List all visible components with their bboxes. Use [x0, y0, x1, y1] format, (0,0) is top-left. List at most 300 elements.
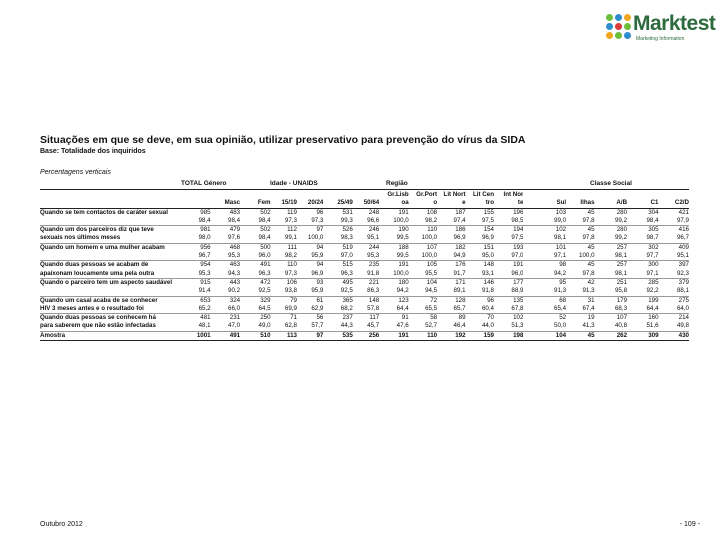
- logo-brand: Marktest: [633, 12, 716, 35]
- cell-value: 246: [368, 226, 380, 234]
- cell-value: 97,0: [323, 252, 352, 261]
- cell-value: 123: [398, 296, 409, 304]
- cell-value: 653: [200, 296, 211, 304]
- cell-value: 250: [260, 314, 271, 322]
- cell-value: 106: [286, 278, 297, 286]
- cell-value: 190: [398, 226, 409, 234]
- cell-value: 98,2: [409, 217, 437, 226]
- cell-value: 49,8: [659, 322, 689, 331]
- cell-value: 65,5: [409, 305, 437, 314]
- table-row: [40, 322, 689, 331]
- cell-value: 535: [323, 331, 352, 340]
- cell-value: 93,8: [271, 287, 297, 296]
- cell-value: 98,0: [183, 234, 210, 243]
- group-regiao: Região: [386, 180, 408, 187]
- cell-value: 416: [678, 226, 689, 234]
- cell-value: 99,5: [379, 234, 408, 243]
- row-label: [40, 217, 183, 226]
- cell-value: 45: [566, 331, 594, 340]
- cell-value: 954: [200, 261, 211, 269]
- header-rule: [40, 189, 689, 190]
- cell-value: 105: [426, 261, 438, 269]
- cell-value: 51,6: [627, 322, 658, 331]
- cell-value: 97,0: [494, 252, 523, 261]
- cell-value: 46,4: [437, 322, 465, 331]
- cell-value: 98,4: [240, 217, 270, 226]
- cell-value: 188: [398, 243, 409, 251]
- cell-value: 98,4: [183, 217, 210, 226]
- cell-value: 244: [368, 243, 380, 251]
- cell-value: 160: [648, 314, 659, 322]
- cell-value: 280: [616, 208, 628, 216]
- cell-value: 42: [587, 278, 595, 286]
- cell-value: 57,8: [353, 305, 379, 314]
- cell-value: 48,1: [183, 322, 210, 331]
- col-c1: C1: [627, 199, 658, 208]
- cell-value: 58: [430, 314, 438, 322]
- cell-value: 100,0: [409, 234, 437, 243]
- cell-value: 97: [297, 331, 323, 340]
- cell-value: 64,4: [379, 305, 408, 314]
- cell-value: 159: [466, 331, 494, 340]
- cell-value: 97,4: [437, 217, 465, 226]
- cell-value: 146: [483, 278, 494, 286]
- cell-value: 102: [513, 314, 524, 322]
- cell-value: 257: [616, 261, 628, 269]
- cell-value: 98,3: [323, 234, 352, 243]
- cell-value: 97,1: [627, 270, 658, 279]
- cell-value: 71: [290, 314, 297, 322]
- cell-value: 97,6: [211, 234, 240, 243]
- cell-value: 89: [458, 314, 466, 322]
- cell-value: 193: [513, 243, 524, 251]
- cell-value: 94,2: [379, 287, 408, 296]
- cell-value: 51,3: [494, 322, 523, 331]
- cell-value: 44,3: [323, 322, 352, 331]
- cell-value: 110: [409, 331, 437, 340]
- cell-value: 91,8: [353, 270, 379, 279]
- table-row: [40, 243, 689, 252]
- cell-value: 237: [342, 314, 353, 322]
- table-row: [40, 234, 689, 243]
- cell-value: 365: [342, 296, 353, 304]
- row-label: apaixonam loucamente uma pela outra: [40, 270, 183, 279]
- cell-value: 92,3: [659, 270, 689, 279]
- cell-value: 472: [260, 278, 271, 286]
- cell-value: 421: [678, 208, 689, 216]
- cell-value: 94,9: [437, 252, 465, 261]
- col-15-19: 15/19: [271, 199, 297, 208]
- cell-value: 67,4: [566, 305, 594, 314]
- cell-value: 67,8: [494, 305, 523, 314]
- cell-value: 86,3: [353, 287, 379, 296]
- cell-value: 463: [229, 261, 241, 269]
- cell-value: 50,0: [523, 322, 566, 331]
- row-label: Quando duas pessoas se acabam de: [40, 261, 149, 269]
- row-label: HIV 3 meses antes e o resultado foi: [40, 305, 183, 314]
- row-label: Quando duas pessoas se conhecem há: [40, 314, 156, 322]
- cell-value: 47,0: [211, 322, 240, 331]
- cell-value: 65,2: [183, 305, 210, 314]
- cell-value: 52,7: [409, 322, 437, 331]
- cell-value: 45: [587, 261, 595, 269]
- cell-value: 191: [513, 261, 524, 269]
- cell-value: 194: [513, 226, 524, 234]
- marktest-logo: [606, 12, 716, 46]
- table-row: [40, 226, 689, 235]
- cell-value: 41,3: [566, 322, 594, 331]
- cell-value: 177: [513, 278, 524, 286]
- cell-value: 99,1: [271, 234, 297, 243]
- col-intnor-a: Int Nor: [503, 191, 524, 198]
- cell-value: 97,3: [271, 270, 297, 279]
- cell-value: 47,6: [379, 322, 408, 331]
- cell-value: 495: [342, 278, 353, 286]
- cell-value: 68,2: [323, 305, 352, 314]
- cell-value: 108: [426, 208, 438, 216]
- cell-value: 154: [483, 226, 494, 234]
- cell-value: 62,9: [297, 305, 323, 314]
- row-label: Quando o parceiro tem um aspecto saudável: [40, 278, 173, 286]
- cell-value: 98,5: [494, 217, 523, 226]
- cell-value: 99,5: [379, 252, 408, 261]
- cell-value: 45,7: [353, 322, 379, 331]
- cell-value: 148: [483, 261, 494, 269]
- cell-value: 60,4: [466, 305, 494, 314]
- row-label: [40, 287, 183, 296]
- cell-value: 96,9: [297, 270, 323, 279]
- cell-value: 68,3: [595, 305, 628, 314]
- footer-date: Outubro 2012: [40, 521, 83, 528]
- cell-value: 280: [616, 226, 628, 234]
- cell-value: 110: [427, 226, 438, 234]
- cell-value: 45: [587, 208, 595, 216]
- cell-value: 97,9: [659, 217, 689, 226]
- cell-value: 96,7: [183, 252, 210, 261]
- cell-value: 956: [200, 243, 211, 251]
- cell-value: 99,2: [595, 234, 628, 243]
- cell-value: 191: [379, 331, 408, 340]
- cell-value: 95,9: [297, 252, 323, 261]
- cell-value: 305: [648, 226, 659, 234]
- cell-value: 98,1: [595, 252, 628, 261]
- cell-value: 483: [229, 208, 241, 216]
- cell-value: 92,2: [627, 287, 658, 296]
- table-row: [40, 208, 689, 217]
- cell-value: 97,5: [466, 217, 494, 226]
- cell-value: 275: [678, 296, 689, 304]
- table-row: [40, 305, 689, 314]
- cell-value: 96,3: [240, 270, 270, 279]
- cell-value: 481: [200, 314, 211, 322]
- col-litcen-b: tro: [466, 199, 494, 208]
- cell-value: 95,3: [353, 252, 379, 261]
- cell-value: 182: [455, 243, 466, 251]
- cell-value: 214: [678, 314, 689, 322]
- cell-value: 96: [316, 208, 324, 216]
- cell-value: 135: [513, 296, 524, 304]
- cell-value: 148: [368, 296, 380, 304]
- cell-value: 96,3: [323, 270, 352, 279]
- cell-value: 91,4: [183, 287, 210, 296]
- cell-value: 491: [260, 261, 271, 269]
- cell-value: 302: [648, 243, 659, 251]
- cell-value: 64,4: [627, 305, 658, 314]
- cell-value: 91,7: [437, 270, 465, 279]
- cell-value: 196: [513, 208, 524, 216]
- cell-value: 102: [555, 226, 567, 234]
- cell-value: 97,8: [566, 234, 594, 243]
- cell-value: 97,1: [523, 252, 566, 261]
- cell-value: 49,0: [240, 322, 270, 331]
- cell-value: 100,0: [566, 252, 594, 261]
- col-litcen-a: Lit Cen: [473, 191, 494, 198]
- cell-value: 98,7: [627, 234, 658, 243]
- cell-value: 79: [290, 296, 297, 304]
- cell-value: 91,3: [566, 287, 594, 296]
- cell-value: 96,7: [659, 234, 689, 243]
- cell-value: 95,0: [466, 252, 494, 261]
- cell-value: 262: [595, 331, 628, 340]
- col-grport-b: o: [409, 199, 437, 208]
- cell-value: 96,6: [353, 217, 379, 226]
- cell-value: 94,2: [523, 270, 566, 279]
- cell-value: 107: [616, 314, 628, 322]
- cell-value: 92,5: [240, 287, 270, 296]
- cell-value: 98,1: [523, 234, 566, 243]
- table-row: [40, 217, 689, 226]
- cell-value: 519: [342, 243, 353, 251]
- cell-value: 235: [368, 261, 380, 269]
- cell-value: 985: [200, 208, 211, 216]
- cell-value: 100,0: [379, 270, 408, 279]
- cell-value: 248: [368, 208, 380, 216]
- table-row: [40, 278, 689, 287]
- cell-value: 62,8: [271, 322, 297, 331]
- cell-value: 95,3: [183, 270, 210, 279]
- percent-label: Percentagens verticais: [40, 169, 111, 176]
- cell-value: 56: [316, 314, 324, 322]
- cell-value: 502: [260, 226, 271, 234]
- table-row: [40, 252, 689, 261]
- cell-value: 531: [342, 208, 353, 216]
- cell-value: 94: [316, 243, 324, 251]
- row-label: Amostra: [40, 331, 183, 340]
- cell-value: 91,8: [466, 287, 494, 296]
- header-row-1: [40, 191, 689, 199]
- cell-value: 128: [455, 296, 466, 304]
- cell-value: 96,9: [437, 234, 465, 243]
- cell-value: 101: [555, 243, 567, 251]
- cell-value: 221: [368, 278, 380, 286]
- col-masc: Masc: [211, 199, 240, 208]
- cell-value: 510: [240, 331, 270, 340]
- cell-value: 409: [678, 243, 689, 251]
- cell-value: 107: [426, 243, 438, 251]
- cell-value: 155: [483, 208, 494, 216]
- cell-value: 96,9: [466, 234, 494, 243]
- cell-value: 93: [316, 278, 324, 286]
- cell-value: 94,5: [409, 287, 437, 296]
- cell-value: 285: [648, 278, 659, 286]
- report-base: Base: Totalidade dos inquiridos: [40, 148, 146, 155]
- cell-value: 94: [316, 261, 324, 269]
- cell-value: 69,9: [271, 305, 297, 314]
- cell-value: 111: [287, 243, 297, 251]
- total-row: [40, 331, 689, 340]
- logo-dots-icon: [606, 14, 632, 40]
- cell-value: 19: [587, 314, 595, 322]
- cell-value: 66,0: [211, 305, 240, 314]
- col-ilhas: Ilhas: [566, 199, 594, 208]
- col-20-24: 20/24: [297, 199, 323, 208]
- cell-value: 500: [260, 243, 271, 251]
- cell-value: 117: [369, 314, 380, 322]
- cell-value: 65,7: [437, 305, 465, 314]
- cell-value: 96,0: [494, 270, 523, 279]
- cell-value: 104: [426, 278, 438, 286]
- cell-value: 502: [260, 208, 271, 216]
- cell-value: 100,0: [409, 252, 437, 261]
- cell-value: 171: [455, 278, 466, 286]
- logo-tagline: Marketing Information: [636, 36, 685, 42]
- cell-value: 113: [271, 331, 297, 340]
- cell-value: 199: [648, 296, 659, 304]
- cell-value: 479: [229, 226, 241, 234]
- cell-value: 443: [229, 278, 241, 286]
- cell-value: 57,7: [297, 322, 323, 331]
- col-grport-a: Gr.Port: [416, 191, 438, 198]
- cell-value: 97,3: [271, 217, 297, 226]
- cell-value: 151: [483, 243, 494, 251]
- cell-value: 88,9: [494, 287, 523, 296]
- cell-value: 397: [678, 261, 689, 269]
- cell-value: 981: [200, 226, 211, 234]
- table-row: [40, 270, 689, 279]
- col-ab: A/B: [595, 199, 628, 208]
- cell-value: 257: [616, 243, 628, 251]
- row-label: Quando um dos parceiros diz que teve: [40, 226, 154, 234]
- col-50-64: 50/64: [353, 199, 379, 208]
- cell-value: 97,3: [297, 217, 323, 226]
- table-row: [40, 296, 689, 305]
- cell-value: 915: [200, 278, 211, 286]
- cell-value: 44,0: [466, 322, 494, 331]
- cell-value: 526: [342, 226, 353, 234]
- cell-value: 64,0: [659, 305, 689, 314]
- cell-value: 64,5: [240, 305, 270, 314]
- data-table: [40, 191, 689, 341]
- cell-value: 98,2: [271, 252, 297, 261]
- table-row: [40, 287, 689, 296]
- cell-value: 103: [555, 208, 567, 216]
- table-row: [40, 261, 689, 270]
- cell-value: 88,1: [659, 287, 689, 296]
- cell-value: 91: [401, 314, 409, 322]
- cell-value: 97,8: [566, 217, 594, 226]
- cell-value: 89,1: [437, 287, 465, 296]
- cell-value: 95: [559, 278, 567, 286]
- cell-value: 187: [455, 208, 466, 216]
- col-sul: Sul: [523, 199, 566, 208]
- col-grlisb-b: oa: [379, 199, 408, 208]
- cell-value: 99,0: [523, 217, 566, 226]
- row-label: [40, 252, 183, 261]
- row-label: sexuais nos últimos meses: [40, 234, 183, 243]
- table-row: [40, 314, 689, 323]
- cell-value: 93,1: [466, 270, 494, 279]
- cell-value: 98,4: [211, 217, 240, 226]
- cell-value: 95,1: [659, 252, 689, 261]
- row-label: Quando se tem contactos de caráter sexual: [40, 208, 168, 216]
- cell-value: 95,5: [409, 270, 437, 279]
- cell-value: 72: [430, 296, 438, 304]
- cell-value: 430: [659, 331, 689, 340]
- cell-value: 61: [316, 296, 324, 304]
- cell-value: 119: [287, 208, 297, 216]
- cell-value: 97,5: [494, 234, 523, 243]
- cell-value: 96,0: [240, 252, 270, 261]
- cell-value: 91,3: [523, 287, 566, 296]
- cell-value: 191: [398, 208, 409, 216]
- cell-value: 379: [678, 278, 689, 286]
- cell-value: 99,3: [323, 217, 352, 226]
- row-label: para saberem que não estão infectadas: [40, 322, 183, 331]
- cell-value: 191: [398, 261, 409, 269]
- cell-value: 94,3: [211, 270, 240, 279]
- cell-value: 231: [229, 314, 241, 322]
- report-title: Situações em que se deve, em sua opinião, utilizar preservativo para prevenção do vírus da SIDA: [40, 134, 526, 146]
- group-classe: Classe Social: [590, 180, 632, 187]
- cell-value: 112: [287, 226, 297, 234]
- cell-value: 52: [559, 314, 567, 322]
- col-intnor-b: te: [494, 199, 523, 208]
- cell-value: 110: [287, 261, 297, 269]
- cell-value: 68: [559, 296, 567, 304]
- cell-value: 98,4: [627, 217, 658, 226]
- col-litnort-a: Lit Nort: [443, 191, 466, 198]
- col-25-49: 25/49: [323, 199, 352, 208]
- cell-value: 65,4: [523, 305, 566, 314]
- cell-value: 100,0: [297, 234, 323, 243]
- cell-value: 309: [627, 331, 658, 340]
- cell-value: 97: [316, 226, 324, 234]
- cell-value: 1001: [183, 331, 210, 340]
- cell-value: 329: [260, 296, 271, 304]
- cell-value: 192: [437, 331, 465, 340]
- group-idade: Idade - UNAIDS: [270, 180, 318, 187]
- cell-value: 180: [398, 278, 409, 286]
- cell-value: 97,7: [627, 252, 658, 261]
- cell-value: 70: [487, 314, 494, 322]
- col-grlisb-a: Gr.Lisb: [387, 191, 409, 198]
- cell-value: 90,2: [211, 287, 240, 296]
- cell-value: 300: [648, 261, 659, 269]
- cell-value: 95,9: [297, 287, 323, 296]
- cell-value: 95,8: [595, 287, 628, 296]
- cell-value: 95,1: [353, 234, 379, 243]
- cell-value: 31: [587, 296, 595, 304]
- cell-value: 97,8: [566, 270, 594, 279]
- cell-value: 491: [211, 331, 240, 340]
- cell-value: 45: [587, 226, 595, 234]
- cell-value: 179: [616, 296, 628, 304]
- col-fem: Fem: [240, 199, 270, 208]
- row-label: Quando um homem e uma mulher acabam: [40, 243, 165, 251]
- cell-value: 98,1: [595, 270, 628, 279]
- cell-value: 104: [523, 331, 566, 340]
- cell-value: 98,4: [240, 234, 270, 243]
